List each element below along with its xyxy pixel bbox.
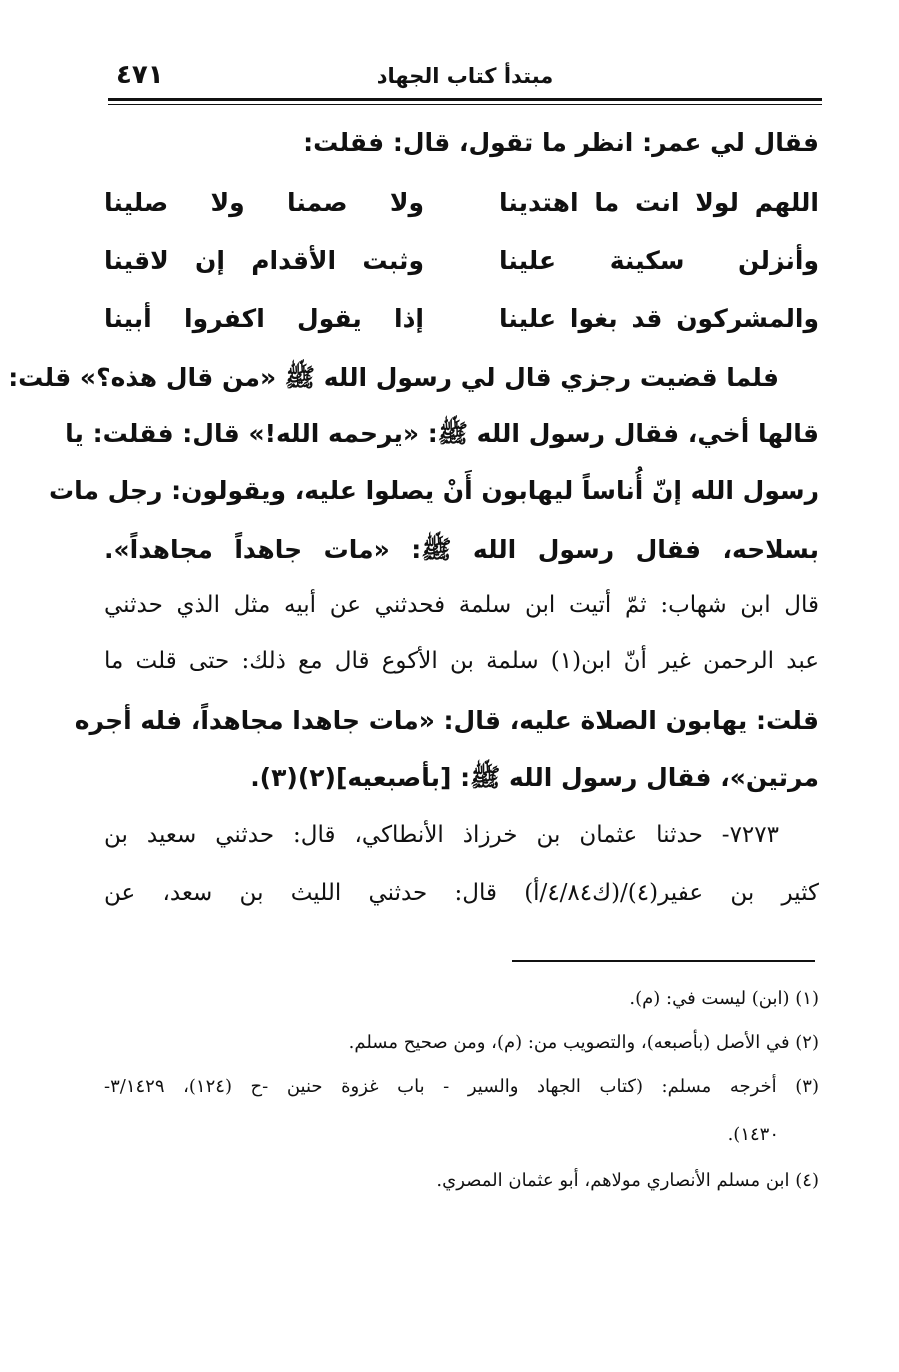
verse-2-second-hemistich: وثبت الأقدام إن لاقينا xyxy=(104,246,424,275)
verse-1-first-hemistich: اللهم لولا انت ما اهتدينا xyxy=(499,188,819,217)
body-line-7: قلت: يهابون الصلاة عليه، قال: «مات جاهدا مجاهداً، فله أجره xyxy=(74,706,819,735)
header-rule xyxy=(108,98,822,101)
page-header xyxy=(108,56,822,96)
body-line-5: قال ابن شهاب: ثمّ أتيت ابن سلمة فحدثني عن أبيه مثل الذي حدثني xyxy=(104,592,819,618)
page-number: ٤٧١ xyxy=(116,60,164,90)
footnote-3: (٣) أخرجه مسلم: (كتاب الجهاد والسير - باب غزوة حنين -ح (١٢٤)، ٣/١٤٢٩- xyxy=(104,1076,819,1097)
running-title: مبتدأ كتاب الجهاد xyxy=(376,64,554,88)
footnote-4: (٤) ابن مسلم الأنصاري مولاهم، أبو عثمان المصري. xyxy=(436,1170,819,1191)
body-line-3: رسول الله إنّ أُناساً ليهابون أَنْ يصلوا عليه، ويقولون: رجل مات xyxy=(48,476,819,505)
body-line-10: كثير بن عفير(٤)/(ك٤/٨٤/أ) قال: حدثني الليث بن سعد، عن xyxy=(104,880,819,906)
verse-2-first-hemistich: وأنزلن سكينة علينا xyxy=(499,246,819,275)
footnote-1: (١) (ابن) ليست في: (م). xyxy=(629,988,819,1009)
body-line-8: مرتين»، فقال رسول الله ﷺ: [بأصبعيه](٢)(٣). xyxy=(250,763,819,792)
footnote-separator xyxy=(512,960,815,962)
verse-3 xyxy=(104,304,819,344)
verse-2 xyxy=(104,246,819,286)
body-line-9: ٧٢٧٣- حدثنا عثمان بن خرزاذ الأنطاكي، قال: حدثني سعيد بن xyxy=(104,822,779,848)
verse-3-first-hemistich: والمشركون قد بغوا علينا xyxy=(499,304,819,333)
header-rule-thin xyxy=(108,104,822,105)
footnote-2: (٢) في الأصل (بأصبعه)، والتصويب من: (م)، ومن صحيح مسلم. xyxy=(348,1032,819,1053)
body-line-1: فلما قضيت رجزي قال لي رسول الله ﷺ «من قال هذه؟» قلت: xyxy=(8,363,779,392)
verse-3-second-hemistich: إذا يقول اكفروا أبينا xyxy=(104,304,424,333)
body-line-2: قالها أخي، فقال رسول الله ﷺ: «يرحمه الله!» قال: فقلت: يا xyxy=(65,419,819,448)
footnote-3-continuation: ١٤٣٠). xyxy=(727,1124,779,1145)
intro-line: فقال لي عمر: انظر ما تقول، قال: فقلت: xyxy=(303,128,819,157)
body-line-4: بسلاحه، فقال رسول الله ﷺ: «مات جاهداً مجاهداً». xyxy=(104,535,819,564)
verse-1 xyxy=(104,188,819,228)
verse-1-second-hemistich: ولا صمنا ولا صلينا xyxy=(104,188,424,217)
body-line-6: عبد الرحمن غير أنّ ابن(١) سلمة بن الأكوع قال مع ذلك: حتى قلت ما xyxy=(104,648,820,674)
